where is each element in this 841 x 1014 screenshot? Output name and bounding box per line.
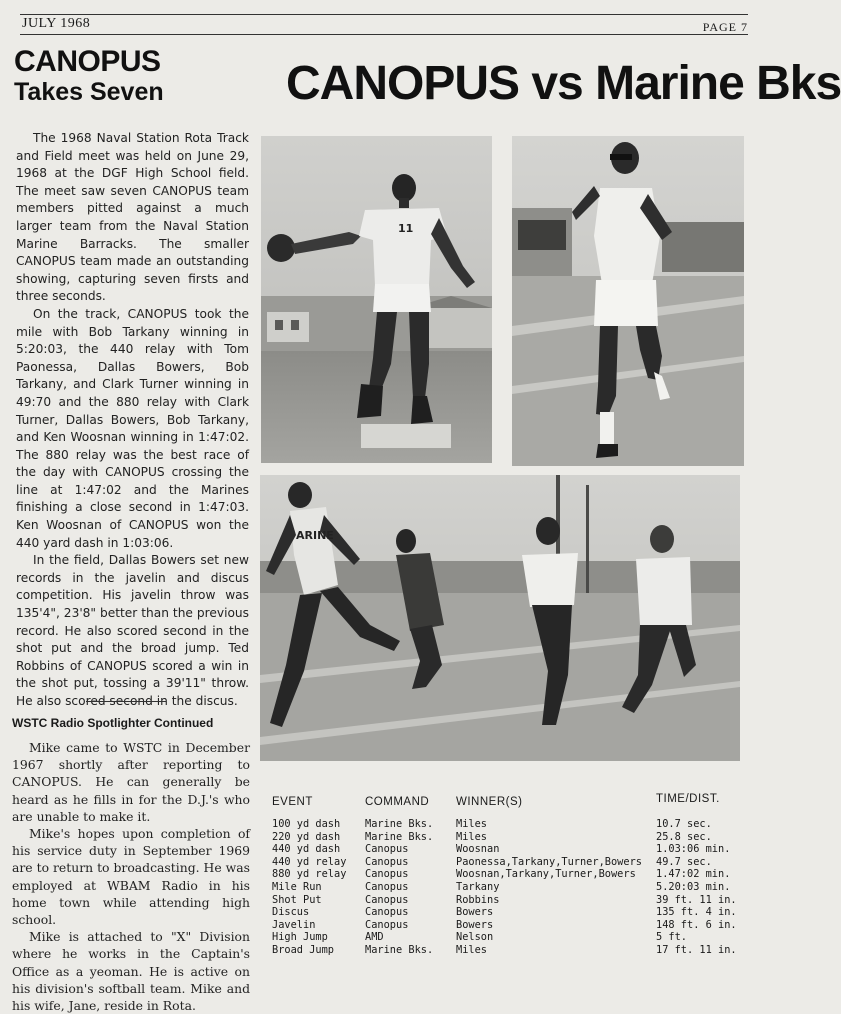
- cell-command: Canopus: [365, 880, 409, 893]
- results-header-row: [272, 793, 748, 818]
- column-header-winners: WINNER(S): [456, 796, 523, 808]
- spotlight-heading: WSTC Radio Spotlighter Continued: [12, 716, 214, 730]
- article-paragraph: In the field, Dallas Bowers set new records in the javelin and discus competition. His javelin throw was 135'4", 23'8" better than the previous record. He also scored second in the shot put and the broad jump. Ted Robbins of CANOPUS scored a win in the shot put, tossing a 39'11" throw. He also scored second in the discus.: [16, 553, 249, 708]
- header-rule-top: [20, 14, 748, 15]
- cell-time: 1.47:02 min.: [656, 868, 731, 881]
- cell-event: 440 yd relay: [272, 855, 347, 868]
- cell-command: Canopus: [365, 855, 409, 868]
- results-table: [272, 793, 748, 957]
- header-rule-bottom: [20, 34, 748, 35]
- jersey-number-11: 11: [398, 222, 414, 235]
- article-title-line1: CANOPUS: [14, 45, 161, 78]
- cell-time: 39 ft. 11 in.: [656, 893, 737, 906]
- cell-time: 1.03:06 min.: [656, 843, 731, 856]
- cell-time: 10.7 sec.: [656, 818, 712, 830]
- column-header-command: COMMAND: [365, 796, 430, 808]
- table-row: [272, 919, 748, 932]
- cell-event: High Jump: [272, 931, 328, 944]
- cell-time: 17 ft. 11 in.: [656, 943, 737, 956]
- cell-winner: Miles: [456, 943, 487, 956]
- article-title: [14, 46, 174, 108]
- spotlight-paragraph: Mike is attached to "X" Division where he works in the Captain's Office as a yeoman. He is active on his division's softball team. Mike and his wife, Jane, reside in Rota.: [12, 929, 250, 1014]
- table-row: [272, 906, 748, 919]
- cell-time: 25.8 sec.: [656, 830, 712, 843]
- photo-runner: [512, 136, 744, 466]
- cell-event: 100 yd dash: [272, 818, 341, 830]
- photo-shot-putter: [261, 136, 492, 463]
- column-header-time: TIME/DIST.: [656, 793, 720, 805]
- page-header: [20, 12, 748, 38]
- section-divider: [86, 701, 166, 702]
- table-row: [272, 894, 748, 907]
- cell-time: 5.20:03 min.: [656, 880, 731, 893]
- photo-sprint-race: [260, 475, 740, 761]
- cell-event: 220 yd dash: [272, 830, 341, 843]
- cell-winner: Bowers: [456, 918, 494, 931]
- cell-command: Canopus: [365, 906, 409, 919]
- spotlight-paragraph: Mike came to WSTC in December 1967 shortly after reporting to CANOPUS. He can generally be heard as he fills in for the D.J.'s who are unable to make it.: [12, 740, 250, 824]
- cell-winner: Woosnan: [456, 843, 500, 856]
- cell-winner: Woosnan,Tarkany,Turner,Bowers: [456, 868, 636, 881]
- column-header-event: EVENT: [272, 796, 313, 808]
- cell-event: Broad Jump: [272, 943, 334, 956]
- cell-event: 880 yd relay: [272, 868, 347, 881]
- photo-spread-headline: CANOPUS vs Marine Bks: [286, 57, 841, 110]
- issue-date: JULY 1968: [22, 16, 91, 31]
- jersey-lettering: ARINE: [296, 529, 334, 542]
- table-row: [272, 856, 748, 869]
- spotlight-body: [12, 739, 250, 1014]
- table-row: [272, 831, 748, 844]
- cell-event: Javelin: [272, 918, 316, 931]
- cell-winner: Miles: [456, 830, 487, 843]
- table-row: [272, 931, 748, 944]
- spotlight-paragraph: Mike's hopes upon completion of his service duty in September 1969 are to return to broadcasting. He was employed at WBAM Radio in his home town while attending high school.: [12, 826, 250, 928]
- cell-time: 148 ft. 6 in.: [656, 918, 737, 931]
- cell-event: Shot Put: [272, 893, 322, 906]
- table-row: [272, 843, 748, 856]
- cell-command: Marine Bks.: [365, 943, 434, 956]
- cell-command: Canopus: [365, 918, 409, 931]
- cell-winner: Robbins: [456, 893, 500, 906]
- cell-command: AMD: [365, 931, 384, 944]
- cell-event: Discus: [272, 906, 310, 919]
- cell-command: Canopus: [365, 893, 409, 906]
- cell-winner: Miles: [456, 818, 487, 830]
- article-paragraph: On the track, CANOPUS took the mile with Bob Tarkany winning in 5:20:03, the 440 relay with Tom Paonessa, Dallas Bowers, Bob Tarkany, and Clark Turner winning in 49:70 and the 880 relay with Clark Turner, Dallas Bowers, Bob Tarkany, and Ken Woosnan winning in 1:47:02. The 880 relay was the best race of the day with CANOPUS crossing the line at 1:47:02 and the Marines finishing a close second in 1:47:03. Ken Woosnan of CANOPUS won the 440 yard dash in 1:03:06.: [16, 306, 249, 550]
- table-row: [272, 818, 748, 831]
- cell-command: Canopus: [365, 868, 409, 881]
- cell-time: 49.7 sec.: [656, 855, 712, 868]
- cell-winner: Tarkany: [456, 880, 500, 893]
- cell-time: 135 ft. 4 in.: [656, 906, 737, 919]
- cell-command: Marine Bks.: [365, 830, 434, 843]
- article-body: [16, 130, 249, 711]
- cell-winner: Nelson: [456, 931, 494, 944]
- cell-command: Canopus: [365, 843, 409, 856]
- cell-time: 5 ft.: [656, 931, 687, 944]
- cell-event: Mile Run: [272, 880, 322, 893]
- page-number: PAGE 7: [702, 20, 748, 34]
- cell-winner: Paonessa,Tarkany,Turner,Bowers: [456, 855, 642, 868]
- article-paragraph: The 1968 Naval Station Rota Track and Field meet was held on June 29, 1968 at the DGF High School field. The meet saw seven CANOPUS team members pitted against a much larger team from the Naval Station Marine Barracks. The smaller CANOPUS team made an outstanding showing, capturing seven firsts and three seconds.: [16, 131, 249, 304]
- article-title-line2: Takes Seven: [14, 78, 164, 106]
- cell-event: 440 yd dash: [272, 843, 341, 856]
- table-row: [272, 944, 748, 957]
- cell-command: Marine Bks.: [365, 818, 434, 830]
- table-row: [272, 881, 748, 894]
- table-row: [272, 868, 748, 881]
- cell-winner: Bowers: [456, 906, 494, 919]
